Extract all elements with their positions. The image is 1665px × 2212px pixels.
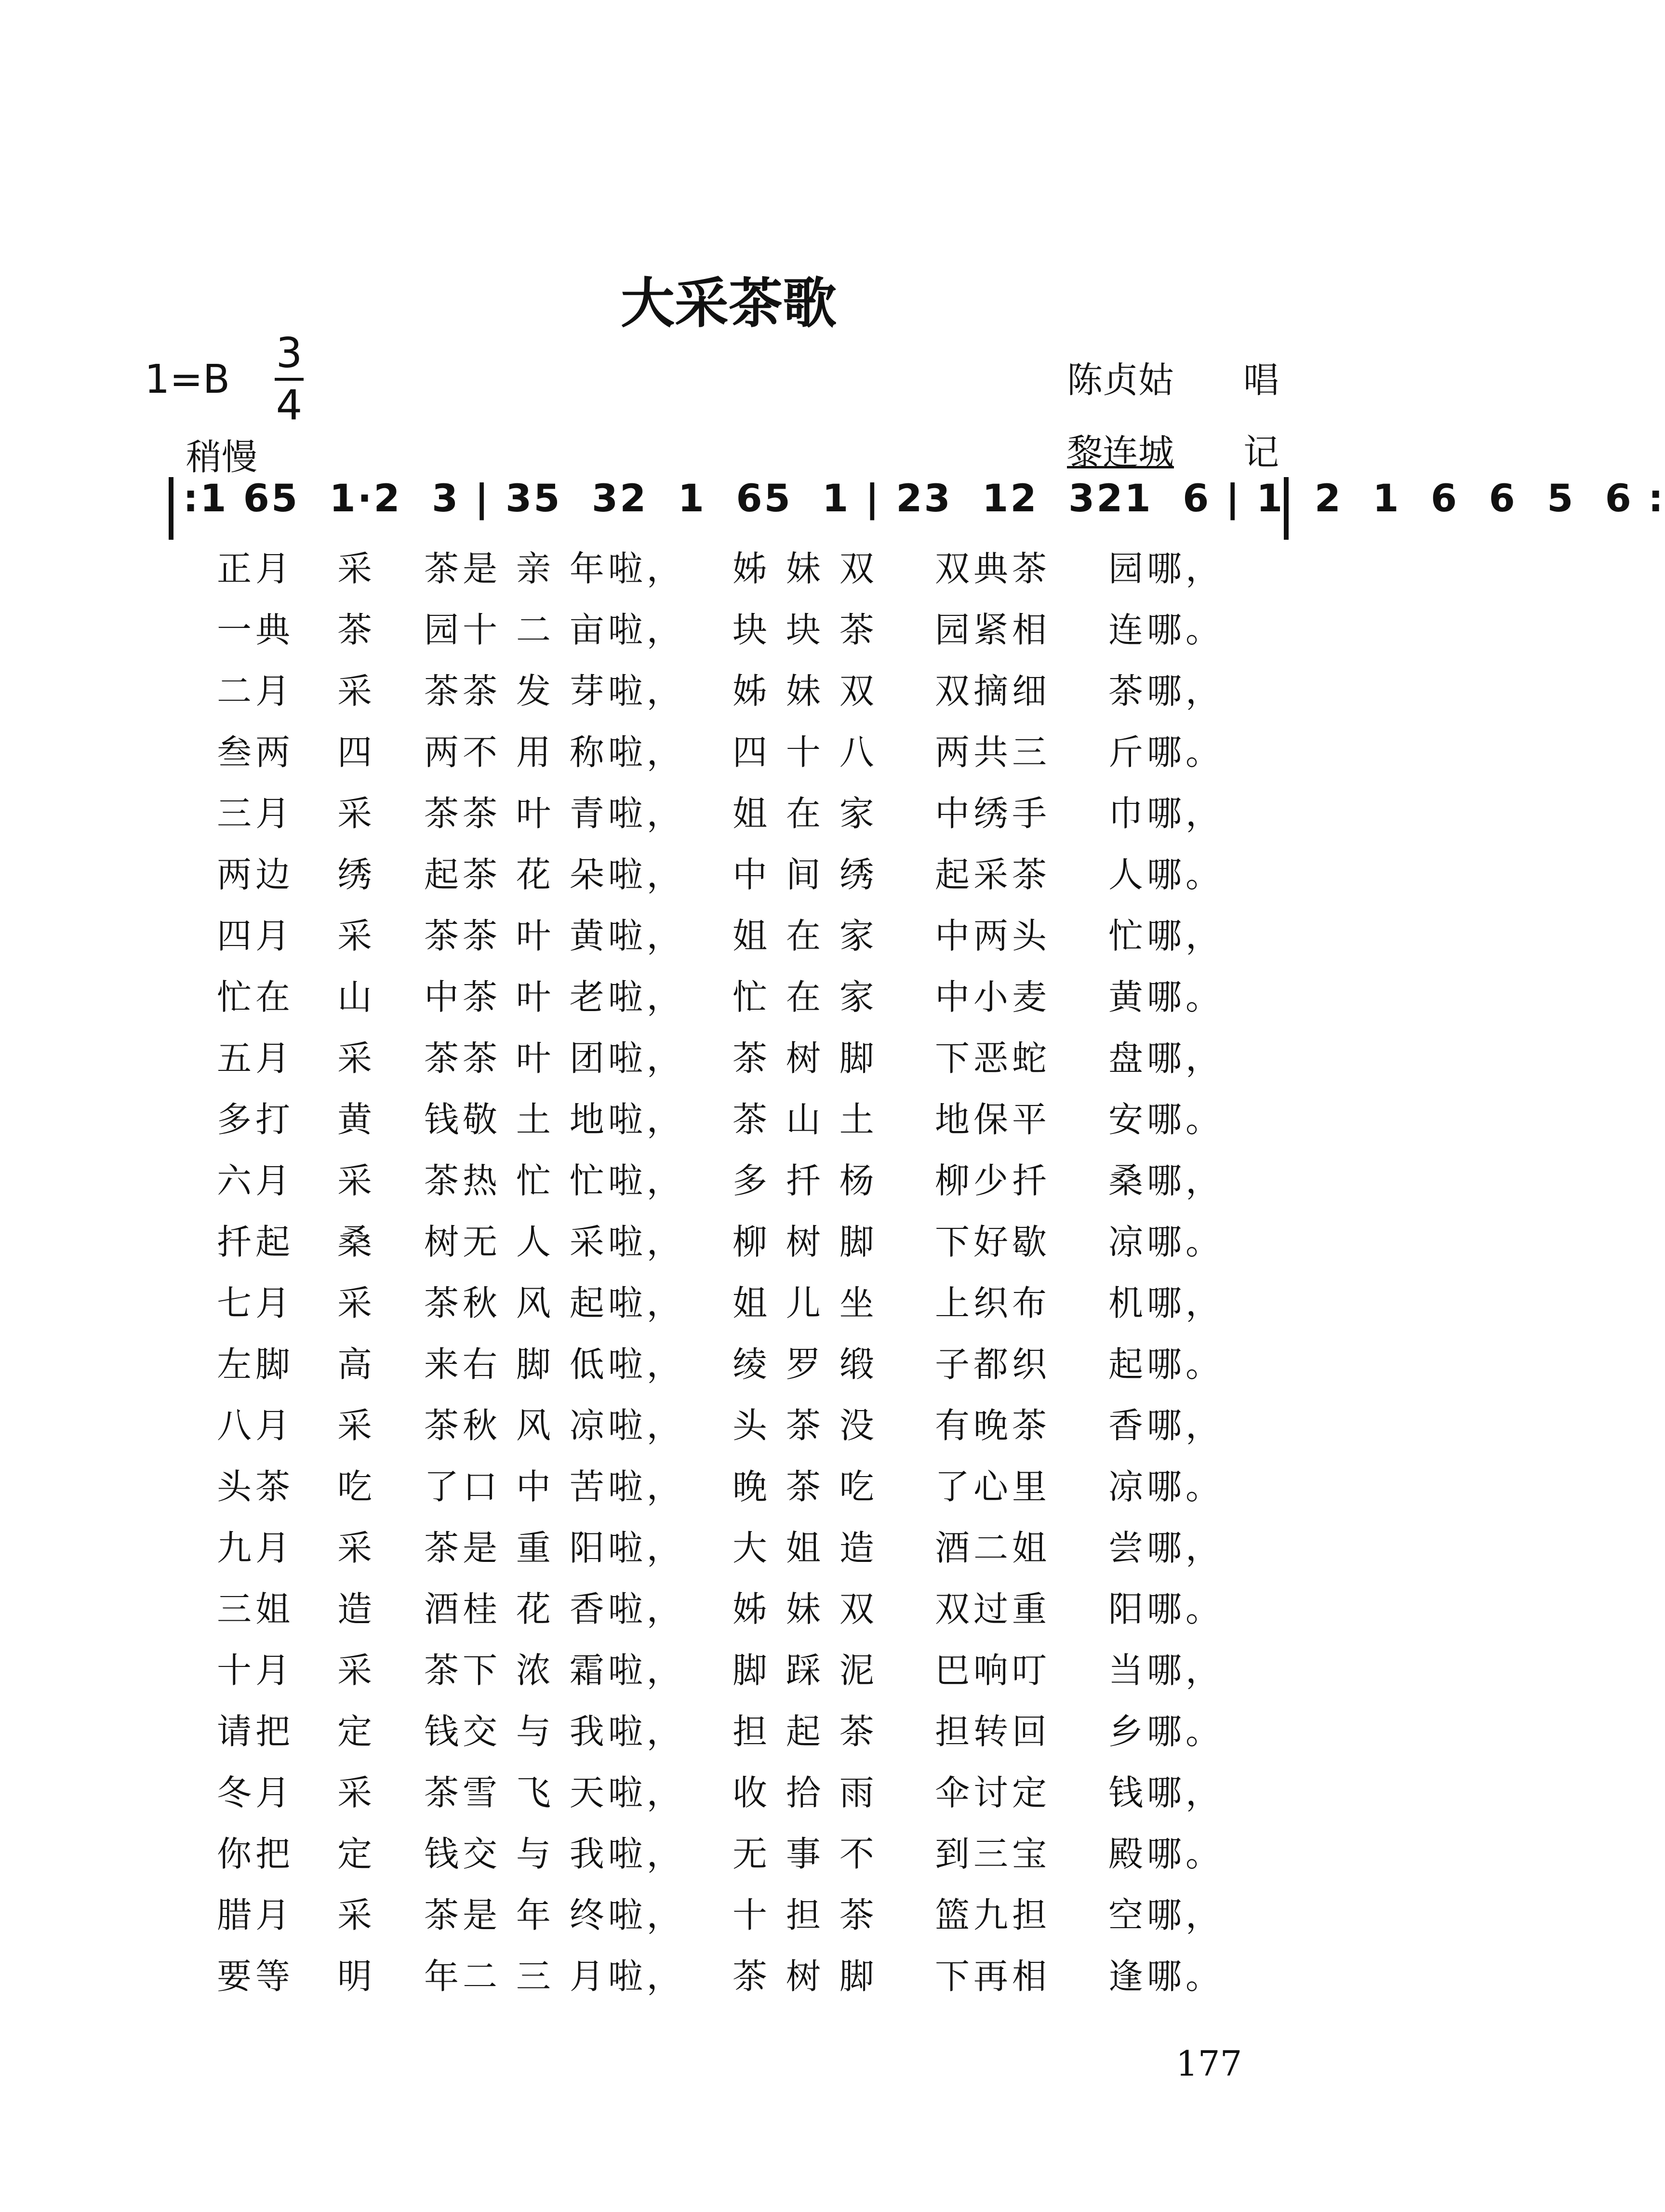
lyric-segment: 左脚 <box>217 1344 294 1385</box>
time-signature <box>275 329 304 429</box>
lyric-segment: 定 <box>337 1711 376 1752</box>
lyric-line <box>217 1147 1277 1208</box>
lyric-segment: 园紧相 <box>935 609 1051 650</box>
lyric-segment: 殿哪。 <box>1108 1833 1225 1874</box>
lyric-segment: 酒二姐 <box>935 1527 1051 1568</box>
lyric-segment: 双过重 <box>935 1588 1051 1629</box>
lyric-segment: 当哪， <box>1108 1650 1225 1691</box>
lyric-segment: 伞讨定 <box>935 1772 1051 1813</box>
lyric-segment: 七月 <box>217 1282 294 1323</box>
lyric-segment: 中小麦 <box>935 976 1051 1017</box>
lyric-segment: 担转回 <box>935 1711 1051 1752</box>
lyric-segment: 八月 <box>217 1405 294 1446</box>
lyric-segment: 凉哪。 <box>1108 1221 1225 1262</box>
lyric-segment: 地保平 <box>935 1099 1051 1140</box>
lyric-segment: 姊 妹 双 <box>733 548 878 589</box>
lyric-segment: 吃 <box>337 1466 376 1507</box>
lyric-segment: 采 <box>337 915 376 956</box>
lyric-segment: 茶 树 脚 <box>733 1956 878 1997</box>
lyric-segment: 腊月 <box>217 1894 294 1935</box>
lyric-segment: 柳少扦 <box>935 1160 1051 1201</box>
lyric-segment: 钱交 与 我啦， <box>424 1711 685 1752</box>
lyric-segment: 空哪， <box>1108 1894 1225 1935</box>
lyric-segment: 二月 <box>217 670 294 711</box>
lyric-segment: 五月 <box>217 1038 294 1079</box>
lyric-segment: 连哪。 <box>1108 609 1225 650</box>
lyric-segment: 茶 山 土 <box>733 1099 878 1140</box>
song-title: 大采茶歌 <box>621 272 837 335</box>
lyric-segment: 担 起 茶 <box>733 1711 878 1752</box>
lyric-line <box>217 1453 1277 1514</box>
lyric-segment: 茶哪， <box>1108 670 1225 711</box>
lyric-segment: 酒桂 花 香啦， <box>424 1588 685 1629</box>
lyric-segment: 茶热 忙 忙啦， <box>424 1160 685 1201</box>
lyric-segment: 茶 树 脚 <box>733 1038 878 1079</box>
lyric-line <box>217 596 1277 657</box>
lyric-segment: 无 事 不 <box>733 1833 878 1874</box>
fraction-bar <box>275 378 304 381</box>
lyric-line <box>217 1025 1277 1086</box>
lyric-segment: 斤哪。 <box>1108 732 1225 773</box>
lyric-segment: 正月 <box>217 548 294 589</box>
lyric-line <box>217 1514 1277 1575</box>
lyric-segment: 采 <box>337 1405 376 1446</box>
lyric-segment: 两共三 <box>935 732 1051 773</box>
lyric-segment: 茶秋 风 起啦， <box>424 1282 685 1323</box>
lyric-segment: 茶下 浓 霜啦， <box>424 1650 685 1691</box>
lyric-segment: 下好歇 <box>935 1221 1051 1262</box>
lyric-segment: 乡哪。 <box>1108 1711 1225 1752</box>
lyric-line <box>217 902 1277 963</box>
lyric-segment: 造 <box>337 1588 376 1629</box>
lyric-segment: 中茶 叶 老啦， <box>424 976 685 1017</box>
lyric-segment: 巾哪， <box>1108 793 1225 834</box>
lyric-line <box>217 963 1277 1025</box>
lyric-line <box>217 719 1277 780</box>
lyric-segment: 钱敬 土 地啦， <box>424 1099 685 1140</box>
lyric-segment: 冬月 <box>217 1772 294 1813</box>
lyric-segment: 收 拾 雨 <box>733 1772 878 1813</box>
lyric-line <box>217 1759 1277 1820</box>
lyric-segment: 四月 <box>217 915 294 956</box>
tempo-marking: 稍慢 <box>186 437 257 478</box>
lyric-line <box>217 1269 1277 1331</box>
lyric-line <box>217 1637 1277 1698</box>
recorder-role: 记 <box>1243 432 1279 473</box>
lyric-segment: 茶 <box>337 609 376 650</box>
lyric-segment: 起哪。 <box>1108 1344 1225 1385</box>
time-signature-numerator: 3 <box>276 329 303 377</box>
lyric-segment: 高 <box>337 1344 376 1385</box>
jianpu-notation: :1 65 1·2 3 | 35 32 1 65 1 | 23 12 321 6 | 1 2 1 6 6 5 6 : <box>183 477 1665 520</box>
lyric-segment: 四 <box>337 732 376 773</box>
lyric-segment: 忙哪， <box>1108 915 1225 956</box>
lyric-segment: 了心里 <box>935 1466 1051 1507</box>
lyric-segment: 姐 在 家 <box>733 915 878 956</box>
lyric-segment: 中两头 <box>935 915 1051 956</box>
lyric-segment: 头茶 <box>217 1466 294 1507</box>
lyric-segment: 园十 二 亩啦， <box>424 609 685 650</box>
lyric-segment: 钱哪， <box>1108 1772 1225 1813</box>
lyric-segment: 绫 罗 缎 <box>733 1344 878 1385</box>
lyric-segment: 采 <box>337 1772 376 1813</box>
recorder-name: 黎连城 <box>1067 432 1174 473</box>
lyric-segment: 树无 人 采啦， <box>424 1221 685 1262</box>
lyric-segment: 采 <box>337 1282 376 1323</box>
lyric-line <box>217 1881 1277 1943</box>
lyric-segment: 人哪。 <box>1108 854 1225 895</box>
lyric-segment: 巴响叮 <box>935 1650 1051 1691</box>
lyric-line <box>217 780 1277 841</box>
lyric-segment: 桑哪， <box>1108 1160 1225 1201</box>
lyric-segment: 园哪， <box>1108 548 1225 589</box>
repeat-end-barline <box>1265 477 1289 540</box>
lyric-segment: 采 <box>337 1160 376 1201</box>
lyric-segment: 机哪， <box>1108 1282 1225 1323</box>
lyric-segment: 采 <box>337 793 376 834</box>
lyric-segment: 双摘细 <box>935 670 1051 711</box>
lyric-segment: 明 <box>337 1956 376 1997</box>
lyric-segment: 采 <box>337 1527 376 1568</box>
lyric-segment: 九月 <box>217 1527 294 1568</box>
lyric-segment: 有晚茶 <box>935 1405 1051 1446</box>
lyric-segment: 多 扦 杨 <box>733 1160 878 1201</box>
lyric-segment: 采 <box>337 670 376 711</box>
lyric-segment: 三姐 <box>217 1588 294 1629</box>
lyric-segment: 黄 <box>337 1099 376 1140</box>
lyric-segment: 逢哪。 <box>1108 1956 1225 1997</box>
lyric-segment: 采 <box>337 1038 376 1079</box>
lyric-segment: 十月 <box>217 1650 294 1691</box>
lyric-segment: 茶茶 叶 青啦， <box>424 793 685 834</box>
lyric-segment: 阳哪。 <box>1108 1588 1225 1629</box>
lyric-line <box>217 1820 1277 1881</box>
lyric-segment: 下恶蛇 <box>935 1038 1051 1079</box>
lyric-segment: 四 十 八 <box>733 732 878 773</box>
lyric-segment: 采 <box>337 548 376 589</box>
recorder-credit <box>1067 424 1279 475</box>
lyric-segment: 绣 <box>337 854 376 895</box>
lyric-segment: 茶雪 飞 天啦， <box>424 1772 685 1813</box>
lyric-segment: 一典 <box>217 609 294 650</box>
lyric-segment: 大 姐 造 <box>733 1527 878 1568</box>
lyric-segment: 姊 妹 双 <box>733 670 878 711</box>
lyric-segment: 叁两 <box>217 732 294 773</box>
lyric-line <box>217 657 1277 719</box>
lyric-segment: 多打 <box>217 1099 294 1140</box>
key-signature: 1=B <box>145 357 230 402</box>
singer-credit <box>1067 352 1279 403</box>
lyric-segment: 起采茶 <box>935 854 1051 895</box>
lyric-line <box>217 1698 1277 1759</box>
lyric-segment: 头 茶 没 <box>733 1405 878 1446</box>
lyric-segment: 篮九担 <box>935 1894 1051 1935</box>
time-signature-denominator: 4 <box>276 381 303 429</box>
lyric-segment: 年二 三 月啦， <box>424 1956 685 1997</box>
lyric-segment: 块 块 茶 <box>733 609 878 650</box>
lyric-segment: 两不 用 称啦， <box>424 732 685 773</box>
singer-name: 陈贞姑 <box>1067 360 1174 401</box>
lyric-segment: 下再相 <box>935 1956 1051 1997</box>
lyric-segment: 盘哪， <box>1108 1038 1225 1079</box>
lyric-segment: 子都织 <box>935 1344 1051 1385</box>
lyric-segment: 采 <box>337 1650 376 1691</box>
lyrics-block <box>217 535 1277 2004</box>
lyric-segment: 茶茶 叶 黄啦， <box>424 915 685 956</box>
lyric-segment: 六月 <box>217 1160 294 1201</box>
lyric-segment: 你把 <box>217 1833 294 1874</box>
lyric-segment: 茶是 年 终啦， <box>424 1894 685 1935</box>
lyric-line <box>217 535 1277 596</box>
lyric-segment: 采 <box>337 1894 376 1935</box>
lyric-segment: 茶茶 发 芽啦， <box>424 670 685 711</box>
lyric-segment: 了口 中 苦啦， <box>424 1466 685 1507</box>
lyric-segment: 脚 踩 泥 <box>733 1650 878 1691</box>
lyric-line <box>217 1086 1277 1147</box>
lyric-line <box>217 1575 1277 1637</box>
lyric-segment: 到三宝 <box>935 1833 1051 1874</box>
lyric-segment: 桑 <box>337 1221 376 1262</box>
lyric-segment: 定 <box>337 1833 376 1874</box>
lyric-segment: 凉哪。 <box>1108 1466 1225 1507</box>
lyric-segment: 扦起 <box>217 1221 294 1262</box>
lyric-segment: 中绣手 <box>935 793 1051 834</box>
lyric-segment: 要等 <box>217 1956 294 1997</box>
lyric-segment: 忙 在 家 <box>733 976 878 1017</box>
lyric-segment: 钱交 与 我啦， <box>424 1833 685 1874</box>
lyric-segment: 双典茶 <box>935 548 1051 589</box>
lyric-segment: 茶秋 风 凉啦， <box>424 1405 685 1446</box>
lyric-segment: 茶茶 叶 团啦， <box>424 1038 685 1079</box>
lyric-segment: 尝哪， <box>1108 1527 1225 1568</box>
lyric-segment: 十 担 茶 <box>733 1894 878 1935</box>
lyric-segment: 来右 脚 低啦， <box>424 1344 685 1385</box>
lyric-segment: 起茶 花 朵啦， <box>424 854 685 895</box>
singer-role: 唱 <box>1243 360 1279 401</box>
lyric-segment: 中 间 绣 <box>733 854 878 895</box>
lyric-segment: 姐 儿 坐 <box>733 1282 878 1323</box>
lyric-line <box>217 1331 1277 1392</box>
lyric-segment: 请把 <box>217 1711 294 1752</box>
page-number: 177 <box>1176 2043 1242 2084</box>
lyric-segment: 三月 <box>217 793 294 834</box>
lyric-line <box>217 841 1277 902</box>
lyric-segment: 黄哪。 <box>1108 976 1225 1017</box>
lyric-segment: 柳 树 脚 <box>733 1221 878 1262</box>
lyric-segment: 忙在 <box>217 976 294 1017</box>
lyric-segment: 香哪， <box>1108 1405 1225 1446</box>
lyric-segment: 晚 茶 吃 <box>733 1466 878 1507</box>
lyric-segment: 两边 <box>217 854 294 895</box>
lyric-segment: 安哪。 <box>1108 1099 1225 1140</box>
lyric-segment: 姊 妹 双 <box>733 1588 878 1629</box>
lyric-segment: 茶是 重 阳啦， <box>424 1527 685 1568</box>
lyric-segment: 山 <box>337 976 376 1017</box>
lyric-segment: 上织布 <box>935 1282 1051 1323</box>
lyric-line <box>217 1943 1277 2004</box>
lyric-segment: 姐 在 家 <box>733 793 878 834</box>
lyric-line <box>217 1392 1277 1453</box>
lyric-line <box>217 1208 1277 1269</box>
lyric-segment: 茶是 亲 年啦， <box>424 548 685 589</box>
